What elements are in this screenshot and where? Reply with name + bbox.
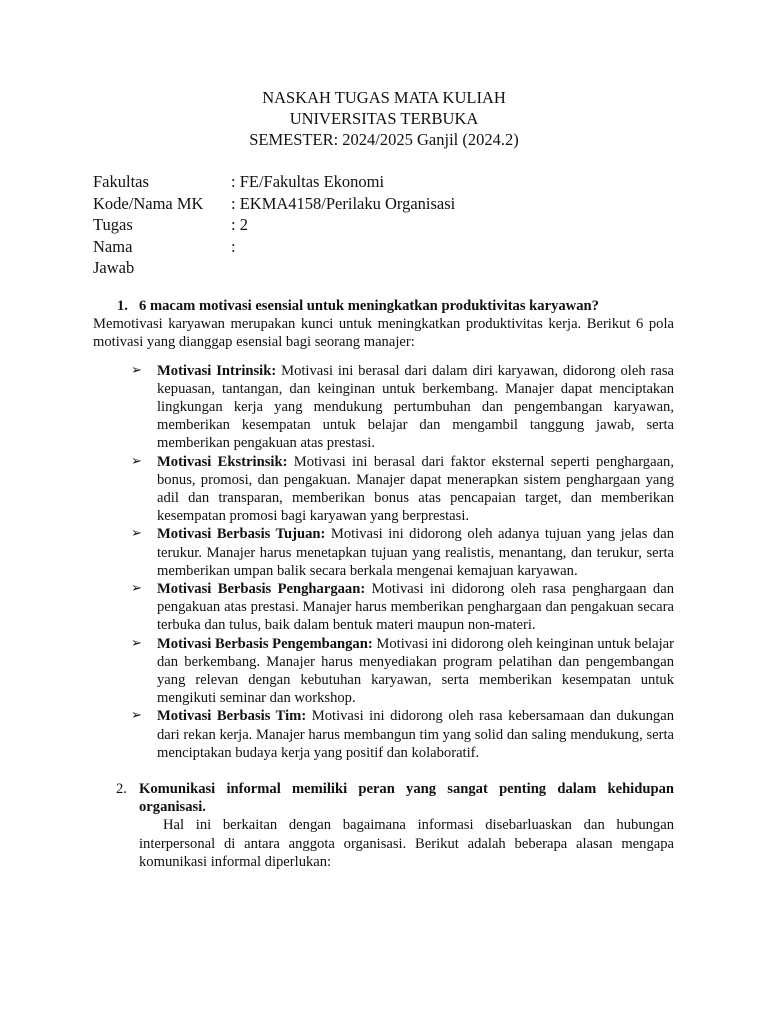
bullet-text: Motivasi ini berasal dari faktor eksternal seperti penghargaan, bonus, promosi, dan pengakuan. Manajer dapat menerapkan sistem penghargaan yang adil dan transparan, memberikan bonus atas pencapaian target, dan memberikan kesempatan promosi bagi karyawan yang berprestasi. [157,453,674,525]
question-text: 6 macam motivasi esensial untuk meningkatkan produktivitas karyawan? [139,298,599,314]
info-value: : FE/Fakultas Ekonomi [231,172,385,191]
question-1-heading [93,297,674,315]
arrow-bullet-icon: ➢ [131,581,142,597]
info-label: Fakultas [93,172,149,191]
bullet-text: Motivasi ini didorong oleh keinginan untuk belajar dan berkembang. Manajer harus menyediakan program pelatihan dan pengembangan yang relevan dengan kebutuhan karyawan, serta memberikan kesempatan untuk mengikuti seminar dan workshop. [157,635,674,707]
list-item [93,707,674,762]
info-label: Nama [93,236,133,256]
info-row-kode-mk [93,193,455,215]
header-semester-line: SEMESTER: 2024/2025 Ganjil (2024.2) [249,130,519,149]
arrow-bullet-icon: ➢ [131,362,142,378]
info-row-jawab [93,257,455,279]
question-2 [93,780,674,871]
bullet-title: Motivasi Intrinsik: [157,362,277,379]
bullet-title: Motivasi Berbasis Tujuan: [157,526,326,543]
bullet-text: Motivasi ini didorong oleh rasa penghargaan dan pengakuan atas prestasi. Manajer harus memberikan penghargaan dan pengakuan secara terbuka dan tulus, baik dalam bentuk materi maupun non-materi. [157,581,674,634]
header-university-line: UNIVERSITAS TERBUKA [289,109,479,128]
bullet-text: Motivasi ini didorong oleh adanya tujuan yang jelas dan terukur. Manajer harus menetapkan tujuan yang realistis, menantang, dan terukur, serta memberikan umpan balik secara berkala mengenai kemajuan karyawan. [157,526,675,579]
bullet-title: Motivasi Ekstrinsik: [157,453,288,470]
question-1-intro: Memotivasi karyawan merupakan kunci untuk meningkatkan produktivitas kerja. Berikut 6 pola motivasi yang dianggap esensial bagi seorang manajer: [93,316,674,351]
arrow-bullet-icon: ➢ [131,453,142,469]
arrow-bullet-icon: ➢ [131,526,142,542]
info-row-fakultas [93,171,455,193]
question-2-heading: Komunikasi informal memiliki peran yang sangat penting dalam kehidupan organisasi. [139,781,674,816]
list-item [93,635,674,708]
info-value: : EKMA4158/Perilaku Organisasi [231,193,456,213]
info-label: Jawab [93,258,135,277]
list-item [93,453,674,526]
document-header [0,87,768,150]
header-title-line: NASKAH TUGAS MATA KULIAH [262,88,506,107]
info-label: Kode/Nama MK [93,193,204,213]
info-value: : 2 [231,215,248,234]
info-row-tugas [93,214,455,236]
list-item [93,362,674,453]
question-2-paragraph: Hal ini berkaitan dengan bagaimana informasi disebarluaskan dan hubungan interpersonal di antara anggota organisasi. Berikut adalah beberapa alasan mengapa komunikasi informal diperlukan: [139,817,674,870]
info-row-nama [93,236,455,258]
info-block [93,171,455,279]
bullet-title: Motivasi Berbasis Penghargaan: [157,581,366,598]
bullet-text: Motivasi ini didorong oleh rasa kebersamaan dan dukungan dari rekan kerja. Manajer harus membangun tim yang solid dan saling mendukung, serta menciptakan budaya kerja yang positif dan kolaboratif. [157,708,674,761]
question-number: 2. [116,781,127,798]
motivation-list [93,362,674,762]
info-label: Tugas [93,215,133,234]
info-value: : [231,236,236,256]
arrow-bullet-icon: ➢ [131,635,142,651]
list-item [93,580,674,635]
bullet-title: Motivasi Berbasis Tim: [157,708,307,725]
arrow-bullet-icon: ➢ [131,708,142,724]
answer-content [93,297,674,871]
question-number: 1. [117,298,128,314]
bullet-text: Motivasi ini berasal dari dalam diri karyawan, didorong oleh rasa kepuasan, tantangan, dan keinginan untuk berkembang. Manajer dapat menciptakan lingkungan kerja yang mendukung pertumbuhan dan pengembangan karyawan, memberikan kesempatan untuk belajar dan mengambil tanggung jawab, serta memberikan pengakuan atas prestasi. [157,362,674,452]
bullet-title: Motivasi Berbasis Pengembangan: [157,635,373,652]
list-item [93,525,674,580]
